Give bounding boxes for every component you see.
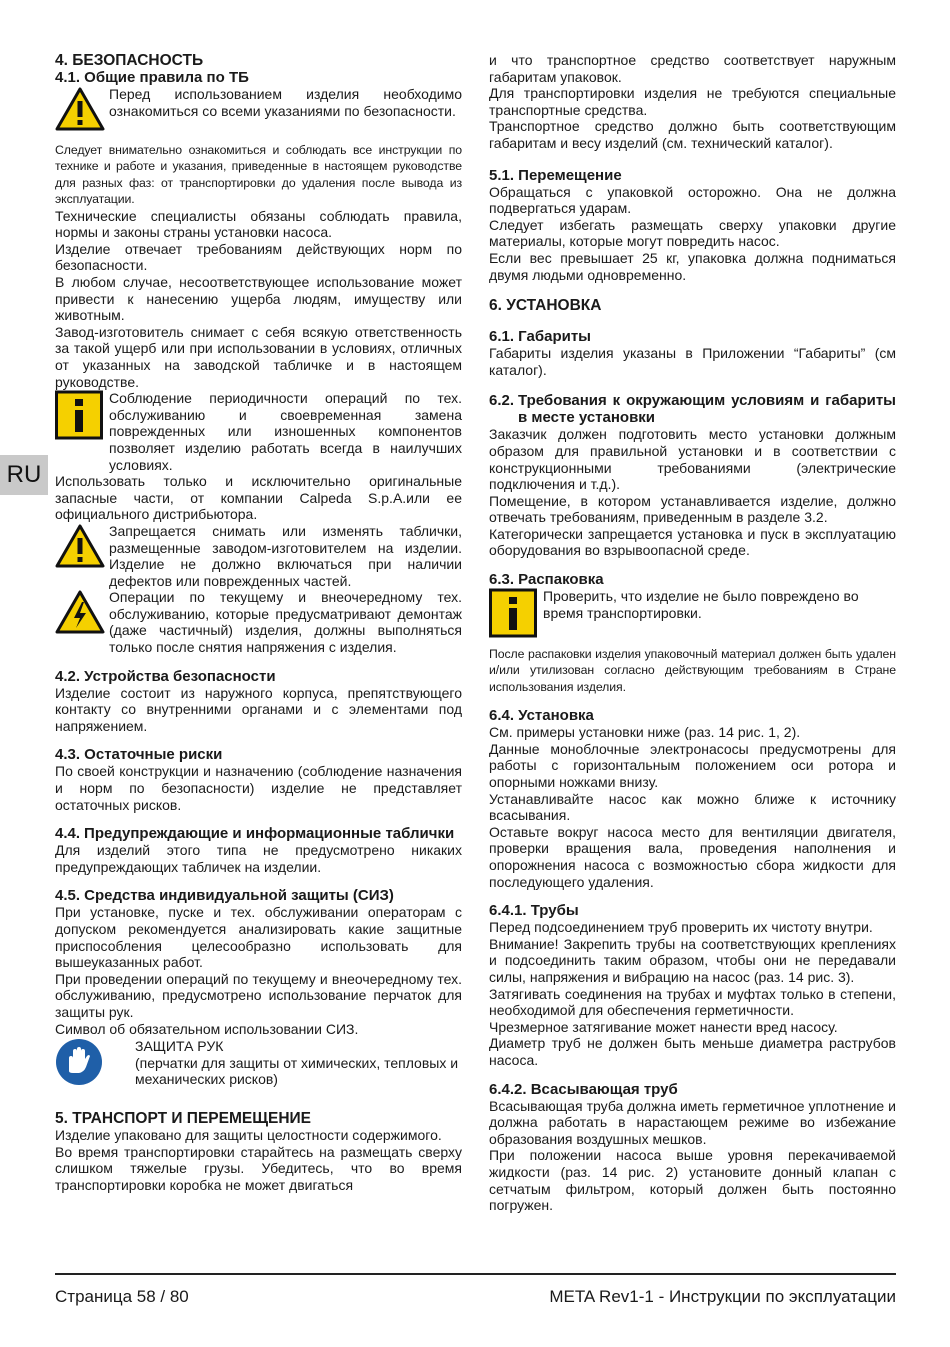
- ppe-title: ЗАЩИТА РУК: [135, 1038, 224, 1055]
- info-text: Проверить, что изделие не было повреждено во время транспортировки.: [543, 588, 859, 621]
- paragraph: По своей конструкции и назначению (соблюдение назначения и норм по безопасности) изделие не представляет остаточных рисков.: [55, 763, 462, 813]
- paragraph: Если вес превышает 25 кг, упаковка должна подниматься двумя людьми одновременно.: [489, 249, 896, 283]
- section-6-title: 6. УСТАНОВКА: [489, 297, 602, 315]
- paragraph: Изделие отвечает требованиям действующих норм по безопасности.: [55, 240, 462, 274]
- paragraph: Перед подсоединением труб проверить их чистоту внутри.: [489, 919, 873, 936]
- section-6-1-title: 6.1. Габариты: [489, 328, 591, 346]
- section-4-3-title: 4.3. Остаточные риски: [55, 746, 223, 764]
- warning-triangle-icon: [55, 523, 109, 569]
- page-number: Страница 58 / 80: [55, 1287, 189, 1306]
- ppe-block: [55, 1038, 462, 1088]
- section-6-4-title: 6.4. Установка: [489, 707, 594, 725]
- paragraph: Для изделий этого типа не предусмотрено никаких предупреждающих табличек на изделии.: [55, 842, 462, 875]
- electric-hazard-icon: [55, 589, 109, 635]
- paragraph: Данные моноблочные электронасосы предусмотрены для работы с горизонтальным положением оси ротора и опорными ножками внизу.: [489, 740, 896, 791]
- paragraph: Во время транспортировки старайтесь на размещать сверху слишком тяжелые грузы. Убедитесь, что во время транспортировки коробка не может двигаться: [55, 1143, 462, 1193]
- paragraph: Габариты изделия указаны в Приложении “Габариты” (см каталог).: [489, 345, 896, 378]
- paragraph: Всасывающая труба должна иметь герметичное уплотнение и должна работать в нарастающем режиме во избежание образования воздушных мешков.: [489, 1097, 896, 1147]
- paragraph: Следует избегать размещать сверху упаковки другие материалы, которые могут повредить насос.: [489, 216, 896, 250]
- paragraph: Чрезмерное затягивание может нанести вред насосу.: [489, 1018, 838, 1035]
- document-title: META Rev1-1 - Инструкции по эксплуатации: [549, 1287, 896, 1306]
- paragraph: Затягивать соединения на трубах и муфтах только в степени, необходимой для обеспечения герметичности.: [489, 985, 896, 1019]
- paragraph: Использовать только и исключительно оригинальные запасные части, от компании Calpeda S.p.A.или ее официального дистрибьютора.: [55, 473, 462, 523]
- paragraph: Помещение, в котором устанавливается изделие, должно отвечать требованиям, приведенным в разделе 3.2.: [489, 492, 896, 526]
- paragraph: Заказчик должен подготовить место установки должным образом для правильной установки и в соответствии с конструкционными требованиями (электрические подключения и т.д.).: [489, 426, 896, 493]
- small-note: Следует внимательно ознакомиться и соблюдать все инструкции по технике и работе и указания, приведенные в настоящем руководстве для разных фаз: от транспортировки до удаления после вывода из эксплуатации.: [55, 143, 462, 207]
- paragraph: Транспортное средство должно быть соответствующим габаритам и весу изделий (см. технический каталог).: [489, 118, 896, 151]
- small-note: После распаковки изделия упаковочный материал должен быть удален и/или утилизован согласно действующим требованиям в Стране использования изделия.: [489, 647, 896, 694]
- section-heading: Предупреждающие и информационные таблички: [84, 825, 455, 843]
- language-tab: RU: [0, 455, 48, 495]
- section-5-1-title: 5.1. Перемещение: [489, 166, 622, 184]
- paragraph: Категорически запрещается установка и пуск в эксплуатацию оборудования во взрывоопасной среде.: [489, 525, 896, 559]
- electric-warning-text: Операции по текущему и внеочередному тех. обслуживанию, которые предусматривают демонтаж (даже частичный) изделия, должны выполняться только после снятия напряжения с изделия.: [109, 589, 462, 656]
- info-icon: [489, 588, 543, 638]
- paragraph: Технические специалисты обязаны соблюдать правила, нормы и законы страны установки насоса.: [55, 207, 462, 241]
- paragraph: См. примеры установки ниже (раз. 14 рис. 1, 2).: [489, 724, 801, 741]
- warning-triangle-icon: [55, 86, 109, 132]
- paragraph: Внимание! Закрепить трубы на соответствующих креплениях и подсоединить таким образом, чтобы они не передавали силы, напряжения и вибрацию на насос (раз. 14 рис. 3).: [489, 935, 896, 985]
- warning-text: Запрещается снимать или изменять таблички, размещенные заводом-изготовителем на изделии. Изделие не должно включаться при наличии дефектов или поврежденных частей.: [109, 522, 462, 589]
- info-icon: [55, 390, 109, 440]
- warning-block: [55, 86, 462, 132]
- paragraph: Завод-изготовитель снимает с себя всякую ответственность за такой ущерб или при использовании в условиях, отличных от указанных на заводской табличке и в настоящем руководстве.: [55, 323, 462, 390]
- section-4-title: 4. БЕЗОПАСНОСТЬ: [55, 52, 204, 69]
- paragraph: Устанавливайте насос как можно ближе к источнику всасывания.: [489, 790, 896, 824]
- section-4-1-title: 4.1. Общие правила по ТБ: [55, 69, 249, 86]
- right-column: [489, 52, 896, 1214]
- paragraph: При проведении операций по текущему и внеочередному тех. обслуживанию, предусмотрено использование перчаток для защиты рук.: [55, 970, 462, 1020]
- paragraph: Оставьте вокруг насоса место для вентиляции двигателя, проверки вращения вала, проведения наполнения и опорожнения насоса с возможностью сбора жидкости для последующего удаления.: [489, 823, 896, 890]
- warning-text: Перед использованием изделия необходимо ознакомиться со всеми указаниями по безопасности.: [109, 86, 462, 119]
- electric-warning-block: [55, 589, 462, 655]
- section-number: 6.2.: [489, 392, 515, 410]
- section-heading: Требования к окружающим условиям и габариты в месте установки: [518, 392, 896, 427]
- section-4-4-title: [55, 825, 462, 842]
- paragraph: Изделие состоит из наружного корпуса, препятствующего контакту со внутренними органами и с элементами под напряжением.: [55, 684, 462, 734]
- paragraph: Изделие упаковано для защиты целостности содержимого.: [55, 1126, 442, 1143]
- paragraph: При положении насоса выше уровня перекачиваемой жидкости (раз. 14 рис. 2) установите донный клапан с сетчатым фильтром, который должен быть постоянно погружен.: [489, 1147, 896, 1214]
- footer-divider: [55, 1273, 896, 1275]
- paragraph: Символ об обязательном использовании СИЗ.: [55, 1020, 359, 1037]
- paragraph: В любом случае, несоответствующее использование может привести к нанесению ущерба людям, имуществу или животным.: [55, 274, 462, 324]
- left-column: [55, 52, 462, 1193]
- section-number: 4.4.: [55, 825, 81, 843]
- hand-protection-icon: [55, 1038, 135, 1086]
- ppe-description: (перчатки для защиты от химических, тепловых и механических рисков): [135, 1054, 459, 1088]
- section-5-title: 5. ТРАНСПОРТ И ПЕРЕМЕЩЕНИЕ: [55, 1109, 312, 1127]
- section-6-4-1-title: 6.4.1. Трубы: [489, 902, 579, 920]
- paragraph: Обращаться с упаковкой осторожно. Она не должна подвергаться ударам.: [489, 183, 896, 217]
- paragraph: Диаметр труб не должен быть меньше диаметра раструбов насоса.: [489, 1035, 896, 1068]
- section-6-4-2-title: 6.4.2. Всасывающая труб: [489, 1080, 678, 1098]
- info-text: Соблюдение периодичности операций по тех. обслуживанию и своевременная замена поврежденных или изношенных компонентов позволяет изделию работать всегда в наилучших условиях.: [109, 390, 462, 473]
- info-block: [489, 588, 896, 638]
- paragraph: и что транспортное средство соответствует наружным габаритам упаковок.: [489, 52, 896, 85]
- section-6-2-title: [489, 392, 896, 426]
- warning-block: [55, 523, 462, 589]
- section-4-5-title: 4.5. Средства индивидуальной защиты (СИЗ): [55, 887, 394, 905]
- paragraph: При установке, пуске и тех. обслуживании операторам с допуском рекомендуется анализировать какие защитные приспособления целесообразно использовать для вышеуказанных работ.: [55, 904, 462, 971]
- info-block: [55, 390, 462, 473]
- section-6-3-title: 6.3. Распаковка: [489, 571, 604, 589]
- section-4-2-title: 4.2. Устройства безопасности: [55, 667, 276, 685]
- paragraph: Для транспортировки изделия не требуются специальные транспортные средства.: [489, 85, 896, 118]
